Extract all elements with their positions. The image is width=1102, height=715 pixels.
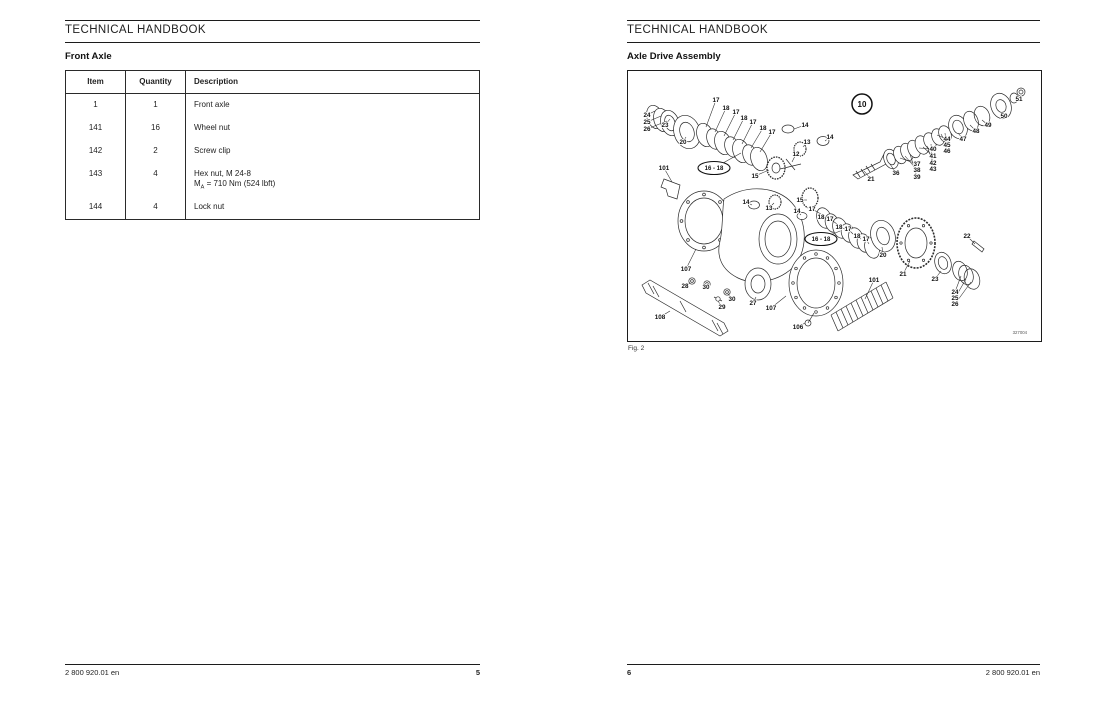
circled-assembly-number-label: 10 <box>857 99 867 109</box>
part-label: 42 <box>929 160 937 167</box>
drawing-number: 327004 <box>1012 330 1027 335</box>
part-label: 24 <box>643 112 651 119</box>
footer <box>627 668 1040 677</box>
cell-quantity: 2 <box>126 140 186 163</box>
part-label: 15 <box>796 197 804 204</box>
cell-item: 142 <box>88 146 103 155</box>
table-row <box>66 163 480 196</box>
part-label: 24 <box>951 289 959 296</box>
part-label: 49 <box>984 122 992 129</box>
parts-table <box>65 70 480 220</box>
table-row <box>66 117 480 140</box>
page-number: 5 <box>475 668 480 677</box>
cell-item: 1 <box>93 100 98 109</box>
table-row <box>66 196 480 220</box>
part-label: 18 <box>835 224 843 231</box>
cell-item: 143 <box>88 169 103 178</box>
part-label: 37 <box>913 161 921 168</box>
document-code: 2 800 920.01 en <box>65 668 120 677</box>
column-header-description: Description <box>186 71 480 94</box>
part-label: 47 <box>959 136 967 143</box>
part-label: 18 <box>853 233 861 240</box>
part-label: 30 <box>728 296 736 303</box>
footer-rule <box>627 664 1040 665</box>
part-label: 23 <box>931 276 939 283</box>
cell-item: 144 <box>88 202 103 211</box>
part-label: 25 <box>643 119 651 126</box>
part-label: 25 <box>951 295 959 302</box>
part-label: 40 <box>929 146 937 153</box>
diagram-parts <box>642 88 1025 336</box>
part-label: 101 <box>868 277 880 284</box>
header-top-rule <box>65 20 480 21</box>
cell-description: Wheel nut <box>186 117 480 140</box>
part-label: 23 <box>661 122 669 129</box>
group-oval-label: 16 - 18 <box>704 166 724 172</box>
part-label: 13 <box>803 139 811 146</box>
axle-diagram <box>627 70 1042 342</box>
part-label: 14 <box>742 199 750 206</box>
part-label: 27 <box>749 300 757 307</box>
footer <box>65 668 480 677</box>
cell-description: Front axle <box>186 94 480 118</box>
part-label: 28 <box>681 283 689 290</box>
part-label: 20 <box>679 139 687 146</box>
part-label: 44 <box>943 136 951 143</box>
part-label: 21 <box>899 271 907 278</box>
part-label: 36 <box>892 170 900 177</box>
part-label: 26 <box>951 301 959 308</box>
page-number: 6 <box>627 668 632 677</box>
part-label: 17 <box>732 109 740 116</box>
table-header-row <box>66 71 480 94</box>
part-label: 50 <box>1000 113 1008 120</box>
parts-table-body <box>66 94 480 220</box>
part-label: 108 <box>654 314 666 321</box>
header-bottom-rule <box>627 42 1040 43</box>
part-label: 17 <box>749 119 757 126</box>
cell-quantity: 4 <box>126 196 186 220</box>
page-title: TECHNICAL HANDBOOK <box>65 24 206 36</box>
part-label: 46 <box>943 148 951 155</box>
part-label: 51 <box>1015 96 1023 103</box>
part-label: 30 <box>702 284 710 291</box>
part-label: 17 <box>768 129 776 136</box>
cell-description: Screw clip <box>186 140 480 163</box>
document-code: 2 800 920.01 en <box>985 668 1040 677</box>
cell-item: 141 <box>88 123 103 132</box>
part-label: 17 <box>826 216 834 223</box>
footer-rule <box>65 664 480 665</box>
part-label: 17 <box>862 236 870 243</box>
part-label: 18 <box>759 125 767 132</box>
cell-quantity: 1 <box>126 94 186 118</box>
part-label: 22 <box>963 233 971 240</box>
column-header-quantity: Quantity <box>126 71 186 94</box>
part-label: 18 <box>740 115 748 122</box>
header-top-rule <box>627 20 1040 21</box>
part-label: 107 <box>680 266 692 273</box>
part-label: 14 <box>801 122 809 129</box>
page-right <box>627 0 1040 715</box>
leader-line <box>706 100 716 127</box>
part-label: 15 <box>751 173 759 180</box>
part-label: 26 <box>643 126 651 133</box>
section-title-front-axle: Front Axle <box>65 51 112 62</box>
header-bottom-rule <box>65 42 480 43</box>
part-label: 17 <box>712 97 720 104</box>
part-label: 107 <box>765 305 777 312</box>
cell-description: Lock nut <box>186 196 480 220</box>
part-label: 20 <box>879 252 887 259</box>
cell-quantity: 4 <box>126 163 186 196</box>
part-label: 17 <box>844 226 852 233</box>
figure-caption: Fig. 2 <box>628 345 645 352</box>
page-left <box>65 0 480 715</box>
table-row <box>66 140 480 163</box>
part-label: 38 <box>913 167 921 174</box>
part-label: 43 <box>929 166 937 173</box>
part-label: 45 <box>943 142 951 149</box>
part-label: 18 <box>722 105 730 112</box>
part-label: 29 <box>718 304 726 311</box>
part-label: 17 <box>808 206 816 213</box>
table-row <box>66 94 480 118</box>
cell-quantity: 16 <box>126 117 186 140</box>
section-title-axle-drive-assembly: Axle Drive Assembly <box>627 51 721 62</box>
group-oval-label: 16 - 18 <box>811 237 831 243</box>
part-label: 21 <box>867 176 875 183</box>
part-label: 14 <box>793 208 801 215</box>
cell-description: Hex nut, M 24-8 $M_A = 710$ Nm (524 lbft) <box>186 163 480 196</box>
part-label: 41 <box>929 153 937 160</box>
part-label: 106 <box>792 324 804 331</box>
part-label: 101 <box>658 165 670 172</box>
page-title: TECHNICAL HANDBOOK <box>627 24 768 36</box>
part-label: 12 <box>792 151 800 158</box>
part-label: 18 <box>817 214 825 221</box>
part-label: 14 <box>826 134 834 141</box>
column-header-item: Item <box>66 71 126 94</box>
part-label: 48 <box>972 128 980 135</box>
part-label: 13 <box>765 205 773 212</box>
part-label: 39 <box>913 174 921 181</box>
